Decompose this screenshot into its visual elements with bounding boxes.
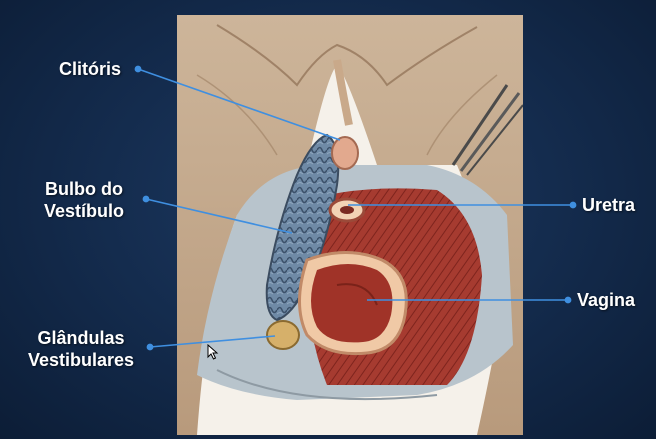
label-glandulas-line1: Glândulas (37, 328, 125, 348)
label-uretra: Uretra (582, 195, 636, 215)
label-glandulas-vestibulares (28, 327, 134, 371)
label-bulbo-do-vestibulo (44, 178, 124, 222)
label-bulbo-line1: Bulbo do (45, 179, 123, 199)
label-vagina: Vagina (577, 290, 636, 310)
mouse-cursor-icon (207, 344, 219, 360)
label-glandulas-line2: Vestibulares (28, 350, 135, 370)
label-bulbo-line2: Vestíbulo (44, 201, 125, 221)
label-clitoris: Clitóris (59, 59, 122, 79)
leader-line-bulbo (146, 199, 292, 233)
leader-line-clitoris (138, 69, 340, 140)
